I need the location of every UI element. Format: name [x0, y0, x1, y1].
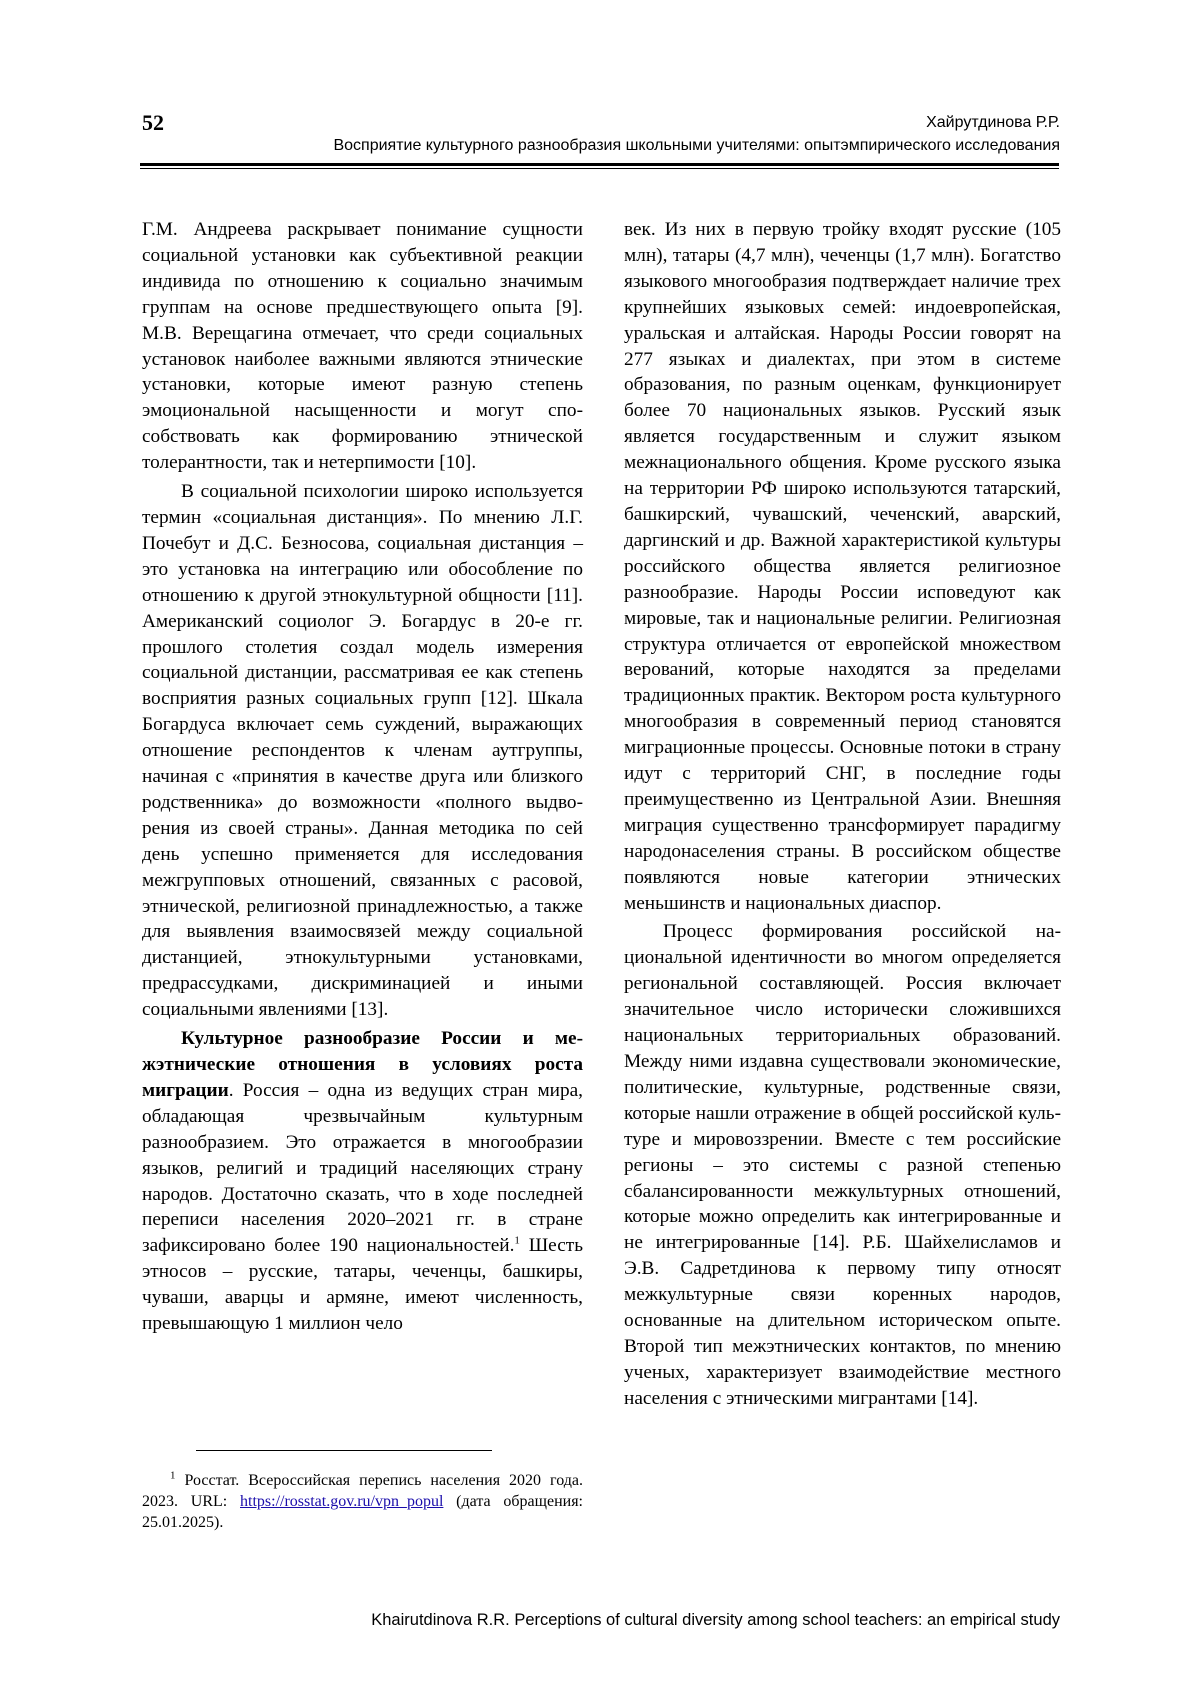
footnote-mark: 1 — [170, 1469, 176, 1482]
footer-title: Khairutdinova R.R. Perceptions of cultural diversity among school teachers: an empirical study — [371, 1611, 1060, 1629]
paragraph-social-distance: В социальной психологии широко используется термин «социальная дистанция». По мнению Л.Г. Почебут и Д.С. Безносова, социальная дистанция – это установка на интеграцию или обособление по отношению к другой этнокультурной общности [11]. Американский социолог Э. Богардус в 20-е гг. прошлого столетия создал модель измерения социальной дистанции, рассматривая ее как степень восприятия разных социальных групп [12]. Шкала Богардуса включает семь суждений, выражающих отношение респондентов к членам аутгруппы, начиная с «принятия в качестве друга или близкого родственника» до возможности «полного выдворения из своей страны». Данная методика по сей день успешно применяется для исследования межгрупповых отношений, связанных с расовой, этнической, религиозной принадлежностью, а также для выявления взаимосвязей между социальной дистанцией, этнокультурными установками, предрассудками, дискриминацией и иными социальными явлениями [13]. — [142, 481, 583, 1021]
footnote-text: Росстат. Всероссийская перепись населения 2020 года. 2023. URL: — [142, 1472, 583, 1510]
footnote-text-after: (дата обращения: 25.01.2025). — [142, 1493, 583, 1531]
header-author: Хайрутдинова Р.Р. — [926, 114, 1060, 131]
section-heading: Культурное разнообразие России и межэтнические отношения в условиях роста миграции — [142, 1028, 583, 1101]
paragraph-national-identity: Процесс формирования российской национальной идентичности во многом определяется региональной составляющей. Россия включает значительное число исторически сложившихся национальных территориальных образований. Между ними издавна существовали экономические, политические, культурные, родственные связи, которые нашли отражение в общей российской культуре и мировоззрении. Вместе с тем российские регионы – это системы с разной степенью сбалансированности межкультурных отношений, которые можно определить как интегрированные и не интегрированные [14]. Р.Б. Шайхелисламов и Э.В. Садретдинова к первому типу относят межкультурные связи коренных народов, основанные на длительном историческом опыте. Второй тип межэтнических контактов, по мнению ученых, характеризует взаимодействие местного населения с этническими мигрантами [14]. — [624, 921, 1061, 1409]
right-column — [624, 217, 1061, 1412]
paragraph-text-continued: Шесть этносов – русские, татары, чеченцы, башкиры, чуваши, аварцы и армяне, имеют численность, превышающую 1 миллион чело — [142, 1235, 583, 1335]
paragraph-cultural-diversity — [142, 1026, 583, 1337]
footnote-rule — [196, 1450, 492, 1451]
paragraph-text: . Россия – одна из ведущих стран мира, обладающая чрезвычайным культурным разнообразием. Это отражается в многообразии языков, религий и традиций населяющих страну народов. Достаточно сказать, что в ходе последней переписи населения 2020–2021 гг. в стране зафиксировано более 190 национальностей. — [142, 1079, 583, 1257]
paragraph-languages: век. Из них в первую тройку входят русские (105 млн), татары (4,7 млн), чеченцы (1,7 млн). Богатство языкового многообразия подтверждает наличие трех крупнейших языковых семей: индоевропейская, уральская и алтайская. Народы России говорят на 277 языках и диалектах, при этом в системе образования, по разным оценкам, функционирует более 70 национальных языков. Русский язык является государственным и служит языком межнационального общения. Кроме русского языка на территории РФ широко используются татарский, башкирский, чувашский, чеченский, аварский, даргинский и др. Важной характеристикой культуры российского общества является религиозное разнообразие. Народы России исповедуют как мировые, так и национальные религии. Религиозная структура отличается от европейской множеством верований, которые находятся за пределами традиционных практик. Вектором роста культурного многообразия в современный период становятся миграционные процессы. Основные потоки в страну идут с территорий СНГ, в последние годы преимущественно из Центральной Азии. Внешняя миграция существенно трансформирует парадигму народонаселения страны. В российском обществе появляются новые категории этнических меньшинств и национальных диаспор. — [624, 219, 1061, 914]
paragraph-andreeva: Г.М. Андреева раскрывает понимание сущности социальной установки как субъективной реакции индивида по отношению к социально значимым группам на основе предшествующего опыта [9]. М.В. Верещагина отмечает, что среди социальных установок наиболее важными являются этнические установки, которые имеют разную степень эмоциональной насыщенности и могут способствовать как формированию этнической толерантности, так и нетерпимости [10]. — [142, 219, 583, 474]
header-rule-thin — [140, 168, 1059, 169]
footnote-reference[interactable]: 1 — [514, 1234, 520, 1247]
header-title: Восприятие культурного разнообразия школьными учителями: опытэмпирического исследования — [333, 137, 1060, 154]
footnote-link[interactable]: https://rosstat.gov.ru/vpn_popul — [240, 1493, 444, 1510]
footnote — [142, 1470, 583, 1533]
page-number: 52 — [142, 110, 164, 135]
header-rule — [140, 163, 1059, 166]
left-column — [142, 217, 583, 1337]
